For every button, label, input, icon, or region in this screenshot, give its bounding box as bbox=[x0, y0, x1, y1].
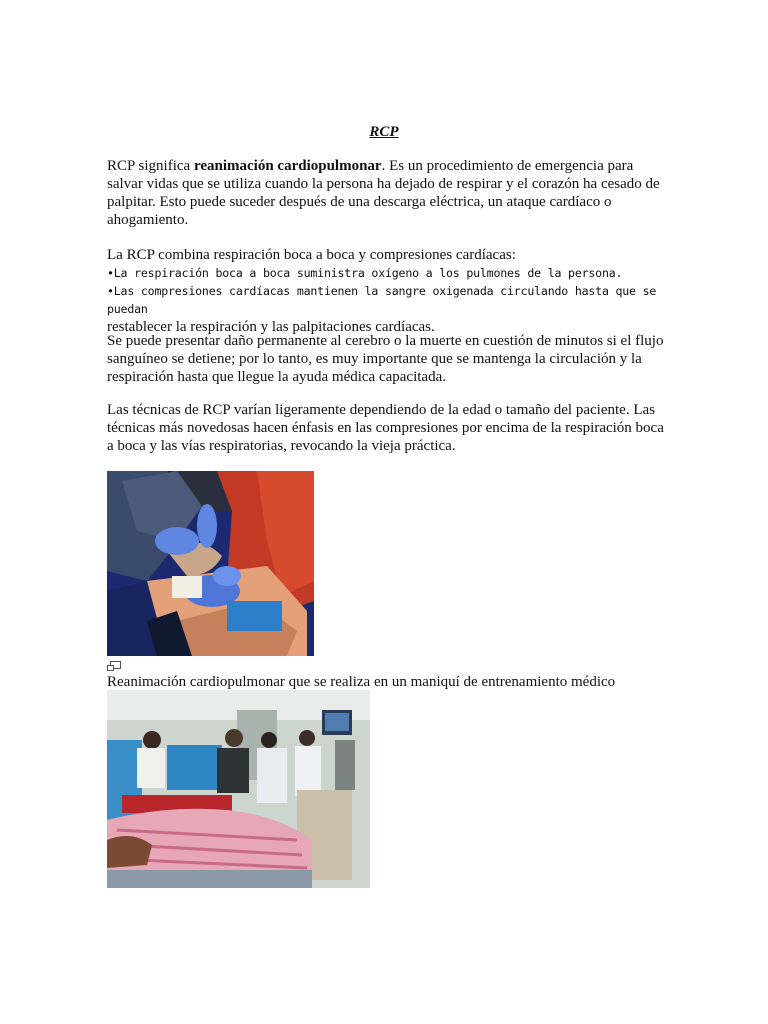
paragraph-definition bbox=[107, 157, 667, 229]
bullet-compressions: •Las compresiones cardíacas mantienen la sangre oxigenada circulando hasta que se puedan bbox=[107, 284, 657, 316]
components-intro: La RCP combina respiración boca a boca y compresiones cardíacas: bbox=[107, 247, 516, 263]
document-title: RCP bbox=[369, 124, 399, 140]
definition-lead: RCP significa bbox=[107, 158, 194, 174]
paragraph-damage: Se puede presentar daño permanente al cerebro o la muerte en cuestión de minutos si el flujo sanguíneo se detiene; por lo tanto, es muy importante que se mantenga la circulación y la respiración hasta que llegue la ayuda médica capacitada. bbox=[107, 333, 664, 385]
definition-rest: . Es un procedimiento de emergencia para salvar vidas que se utiliza cuando la persona ha dejado de respirar y el corazón ha cesado de palpitar. Esto puede suceder después de una descarga eléctrica, un ataque cardíaco o ahogamiento. bbox=[107, 158, 660, 228]
hospital-emergency-photo bbox=[107, 690, 370, 888]
paragraph-techniques: Las técnicas de RCP varían ligeramente dependiendo de la edad o tamaño del paciente. Las técnicas más novedosas hacen énfasis en las compresiones por encima de la respiración boca a boca y las vías respiratorias, revocando la vieja práctica. bbox=[107, 402, 664, 454]
hospital-emergency-illustration bbox=[107, 690, 370, 888]
bullet-compressions-continued: restablecer la respiración y las palpitaciones cardíacas. bbox=[107, 319, 435, 335]
bullet-breathing: •La respiración boca a boca suministra oxígeno a los pulmones de la persona. bbox=[107, 266, 623, 280]
definition-term: reanimación cardiopulmonar bbox=[193, 158, 382, 174]
image-caption: Reanimación cardiopulmonar que se realiza en un maniquí de entrenamiento médico bbox=[107, 674, 616, 690]
cpr-mannequin-photo bbox=[107, 471, 314, 656]
cpr-mannequin-illustration bbox=[107, 471, 314, 656]
paragraph-components bbox=[107, 246, 667, 336]
expand-image-icon[interactable] bbox=[107, 661, 121, 671]
